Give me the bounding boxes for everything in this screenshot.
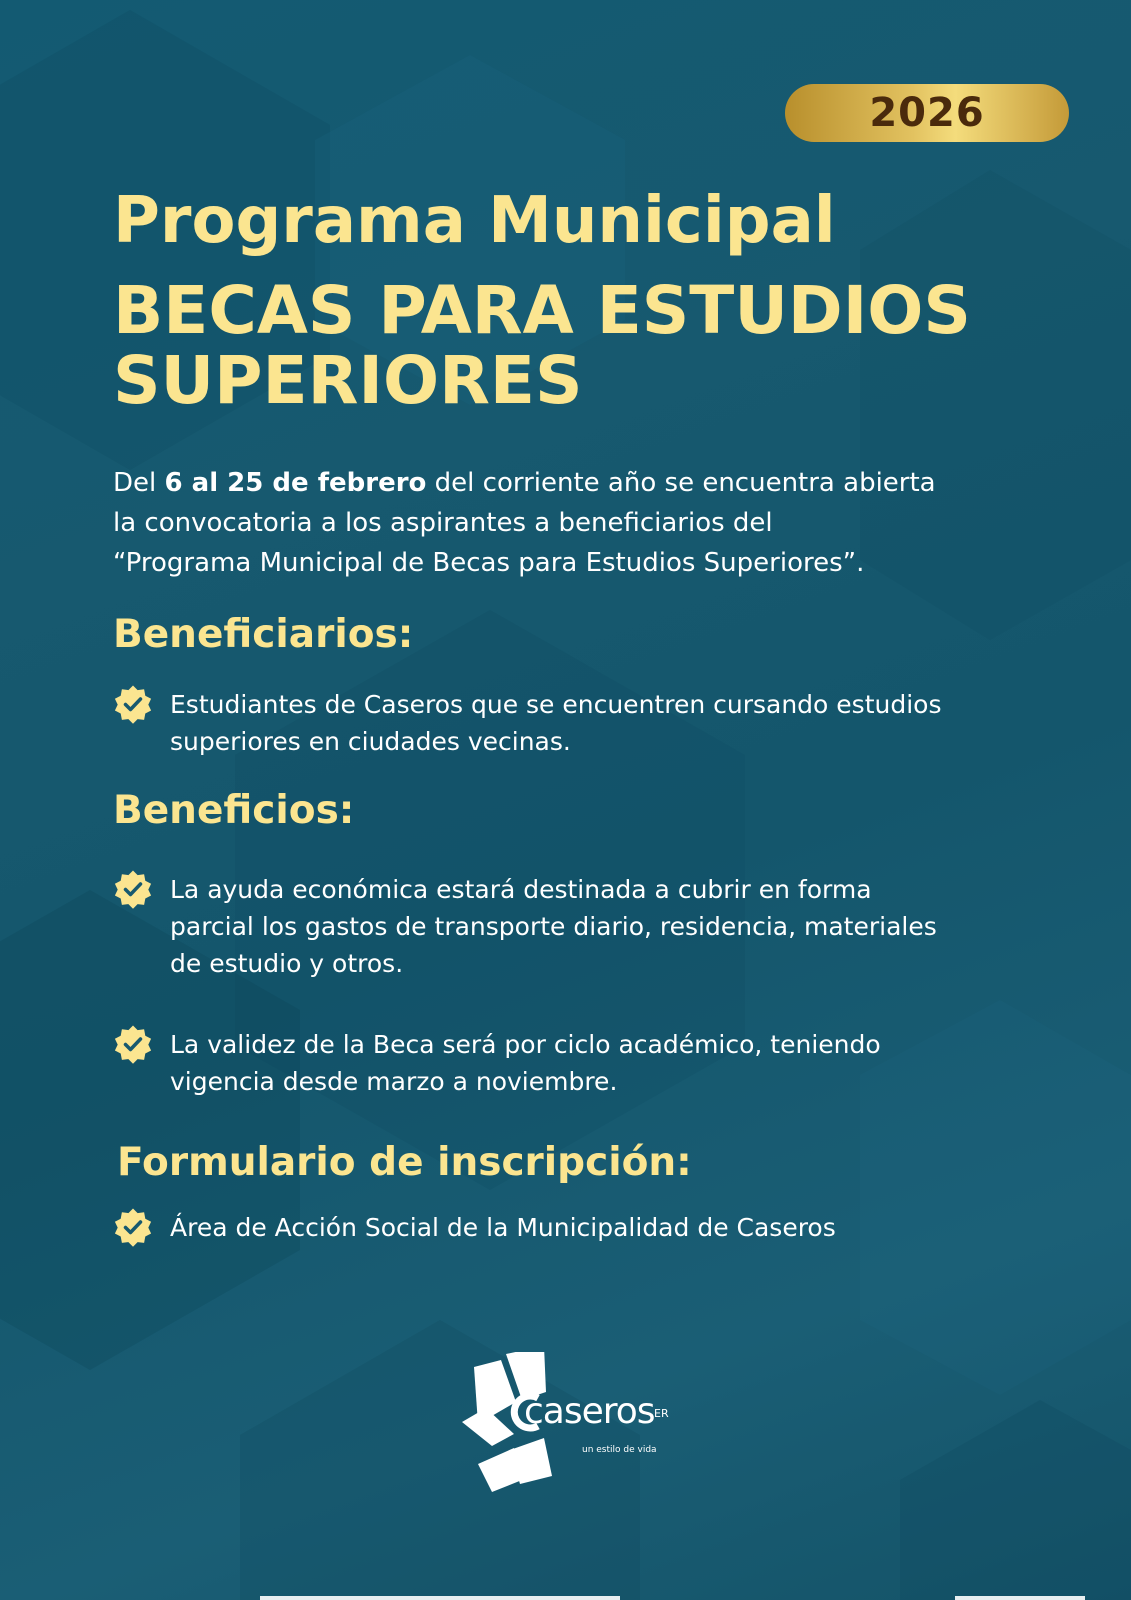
- intro-paragraph: [113, 463, 1073, 583]
- intro-line3: “Programa Municipal de Becas para Estudios Superiores”.: [113, 548, 865, 578]
- intro-dates: 6 al 25 de febrero: [164, 468, 427, 498]
- logo-wordmark: caseros: [524, 1391, 655, 1432]
- bullet-line: parcial los gastos de transporte diario, residencia, materiales: [170, 912, 937, 941]
- section-title-beneficiarios: Beneficiarios:: [113, 612, 414, 657]
- verified-check-icon: [113, 1024, 153, 1064]
- list-item-beneficios-validez: [113, 1026, 1040, 1100]
- title-becas-line2: SUPERIORES: [113, 342, 583, 419]
- verified-check-icon: [113, 684, 153, 724]
- list-item-formulario: [113, 1209, 1040, 1247]
- section-title-formulario: Formulario de inscripción:: [117, 1140, 692, 1185]
- intro-line2: la convocatoria a los aspirantes a beneficiarios del: [113, 508, 773, 538]
- bullet-line: La validez de la Beca será por ciclo académico, teniendo: [170, 1030, 881, 1059]
- bullet-line: Área de Acción Social de la Municipalidad de Caseros: [170, 1213, 836, 1242]
- title-becas: [113, 272, 971, 419]
- bullet-line: de estudio y otros.: [170, 949, 404, 978]
- bullet-text: [170, 1209, 1040, 1246]
- logo-superscript: ER: [654, 1407, 669, 1420]
- year-badge: 2026: [785, 84, 1069, 142]
- section-title-beneficios: Beneficios:: [113, 788, 355, 833]
- bullet-text: [170, 1026, 1040, 1100]
- bullet-line: Estudiantes de Caseros que se encuentren cursando estudios: [170, 690, 942, 719]
- title-program-municipal: Programa Municipal: [113, 184, 836, 258]
- bottom-divider-right: [955, 1596, 1085, 1600]
- logo-tagline: un estilo de vida: [582, 1445, 657, 1455]
- bullet-text: [170, 871, 1040, 982]
- bullet-line: vigencia desde marzo a noviembre.: [170, 1067, 618, 1096]
- title-becas-line1: BECAS PARA ESTUDIOS: [113, 272, 971, 349]
- bottom-divider-left: [260, 1596, 620, 1600]
- verified-check-icon: [113, 869, 153, 909]
- list-item-beneficiarios: [113, 686, 1040, 760]
- bullet-text: [170, 686, 1040, 760]
- verified-check-icon: [113, 1207, 153, 1247]
- bullet-line: La ayuda económica estará destinada a cubrir en forma: [170, 875, 872, 904]
- intro-prefix: Del: [113, 468, 165, 498]
- intro-line1-rest: del corriente año se encuentra abierta: [426, 468, 936, 498]
- list-item-beneficios-ayuda: [113, 871, 1040, 982]
- bullet-line: superiores en ciudades vecinas.: [170, 727, 571, 756]
